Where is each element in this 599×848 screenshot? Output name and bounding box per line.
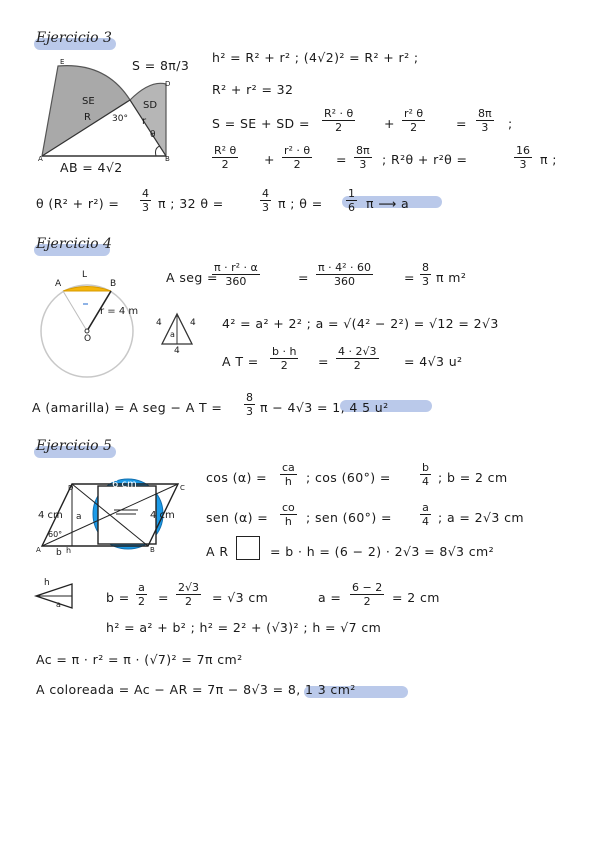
ex5-b-frac-1: $\frac{a}{2}$ [138,581,145,608]
ex5-sen-mid: ; sen (60°) = [306,510,392,525]
ex4-at-end: = 4√3 u² [404,354,463,369]
ex5-ar-label: A R [206,544,229,559]
ex3-line-4-frac-1: $\frac{\text{R² θ}}{2}$ [214,144,237,171]
ex3-line-3-eq: = [456,116,467,131]
ex3-line-3-plus: + [384,116,395,131]
ex4-aseg-frac-3: $\frac{8}{3}$ [422,261,429,288]
ex3-line-3-frac-3: $\frac{8\pi}{3}$ [478,107,492,134]
ex3-line-4-frac-4: $\frac{16}{3}$ [516,144,530,171]
ex3-label-r-big: R [84,112,91,123]
ex5-b-label: b = [106,590,130,605]
ex4-aseg-eq-2: = [404,270,415,285]
ex3-line-4-end: π ; [540,152,557,167]
ex5-point-a: A [36,546,41,554]
ex3-point-a: A [38,155,43,163]
ex3-line-3-end: ; [508,116,513,131]
ex5-angle-label: 60° [48,530,63,539]
ex5-ar-box [236,536,260,560]
ex5-sen-frac-1: $\frac{co}{h}$ [282,501,295,528]
ex3-figure [36,60,176,170]
ex3-line-5-frac-3: $\frac{1}{6}$ [348,187,355,214]
ex5-bottom-label: 6 cm [98,547,123,558]
ex5-sen-end: ; a = 2√3 cm [438,510,524,525]
ex5-h-line: h² = a² + b² ; h² = 2² + (√3)² ; h = √7 cm [106,620,382,635]
ex3-point-e: E [60,58,65,66]
ex3-line-2: R² + r² = 32 [212,82,294,97]
ex4-tri-height: a [170,330,175,339]
ex5-ac-line: Ac = π · r² = π · (√7)² = 7π cm² [36,652,243,667]
ex3-line-4-frac-3: $\frac{8\pi}{3}$ [356,144,370,171]
ex4-aseg-frac-1: $\frac{\text{π · r² · α}}{360}$ [214,261,258,288]
ex3-line-3-frac-2: $\frac{\text{r² θ}}{2}$ [404,107,424,134]
ex5-cos-frac-2: $\frac{b}{4}$ [422,461,429,488]
ex5-tri-h: h [44,578,50,588]
ex3-line-4-frac-2: $\frac{\text{r² · θ}}{2}$ [284,144,311,171]
ex4-aseg-eq: = [298,270,309,285]
ex3-line-3-frac-1: $\frac{\text{R² · θ}}{2}$ [324,107,354,134]
ex3-line-4-plus: + [264,152,275,167]
ex4-at-eq: = [318,354,329,369]
ex5-tri-a: a [56,600,61,609]
ex5-b-frac-2: $\frac{2√3}{2}$ [178,581,200,608]
ex5-cos-mid: ; cos (60°) = [306,470,391,485]
ex3-total-area: S = 8π/3 [132,58,190,73]
ex5-cos-frac-1: $\frac{ca}{h}$ [282,461,295,488]
ex5-b-eq: = [158,590,169,605]
ex3-heading: Ejercicio 3 [36,30,112,46]
ex3-line-3-lhs: S = SE + SD = [212,116,310,131]
ex4-at-label: A T = [222,354,259,369]
ex4-tri-side-left: 4 [156,318,162,328]
ex5-b-end: = √3 cm [212,590,269,605]
ex5-cos-end: ; b = 2 cm [438,470,508,485]
ex4-tri-side-bottom: 4 [174,346,180,356]
ex5-right-label: 4 cm [150,510,175,521]
ex5-label-h: h [66,546,72,555]
ex5-point-c: C [180,484,185,492]
ex4-triangle-figure [160,312,194,346]
ex4-final-frac: $\frac{8}{3}$ [246,391,253,418]
ex5-top-label: 6 cm [112,479,137,490]
ex5-a-end: = 2 cm [392,590,440,605]
ex4-final-lhs: A (amarilla) = A seg − A T = [32,400,223,415]
ex3-point-b: B [165,155,170,163]
ex4-pythagoras: 4² = a² + 2² ; a = √(4² − 2²) = √12 = 2√3 [222,316,499,331]
ex3-label-angle: 30° [112,114,128,124]
ex4-aseg-end: π m² [436,270,467,285]
ex4-point-a: A [55,279,62,289]
ex4-tri-side-right: 4 [190,318,196,328]
ex5-final-line: A coloreada = Ac − AR = 7π − 8√3 = 8, 1 3 cm² [36,682,356,697]
ex4-center-label: O [84,334,92,344]
ex3-line-5-mid-1: π ; 32 θ = [158,196,224,211]
ex5-left-label: 4 cm [38,510,63,521]
ex3-line-5-frac-1: $\frac{4}{3}$ [142,187,149,214]
ex4-radius-label: r = 4 m [100,306,139,317]
ex4-at-frac-2: $\frac{4 \cdot 2√3}{2}$ [338,345,377,372]
ex3-line-4-mid: ; R²θ + r²θ = [382,152,468,167]
ex5-small-triangle [32,580,78,614]
ex3-label-theta: θ [150,130,156,140]
ex5-a-frac: $\frac{6 - 2}{2}$ [352,581,383,608]
ex5-cos-label: cos (α) = [206,470,268,485]
ex4-point-b: B [110,279,117,289]
ex5-a-label: a = [318,590,342,605]
ex3-answer: π ⟶ a [366,196,410,211]
ex5-sen-label: sen (α) = [206,510,269,525]
ex3-label-se: SE [82,96,95,107]
ex4-circle-figure [40,274,144,378]
ex3-label-sd: SD [143,100,158,111]
ex5-label-b: b [56,548,62,558]
ex3-line-5-frac-2: $\frac{4}{3}$ [262,187,269,214]
ex3-line-5-lhs: θ (R² + r²) = [36,196,120,211]
ex3-point-d: D [165,80,171,88]
ex4-at-frac-1: $\frac{b \cdot h}{2}$ [272,345,297,372]
ex3-base-label: AB = 4√2 [60,160,123,175]
ex3-label-r-small: r [142,116,147,127]
ex3-line-4-eq: = [336,152,347,167]
ex5-point-b: B [150,546,155,554]
ex4-aseg-frac-2: $\frac{\text{π · 4² · 60}}{360}$ [318,261,372,288]
ex3-line-1: h² = R² + r² ; (4√2)² = R² + r² ; [212,50,419,65]
ex5-ar-formula: = b · h = (6 − 2) · 2√3 = 8√3 cm² [270,544,495,559]
ex5-point-d: D [68,484,74,492]
ex3-line-5-mid-2: π ; θ = [278,196,323,211]
ex4-heading: Ejercicio 4 [36,236,112,252]
ex4-aseg-label: A seg = [166,270,218,285]
ex5-sen-frac-2: $\frac{a}{4}$ [422,501,429,528]
ex4-arc-label: L [82,270,88,280]
ex5-label-a: a [76,512,82,522]
ex5-heading: Ejercicio 5 [36,438,112,454]
ex4-final-rhs: π − 4√3 = 1, 4 5 u² [260,400,389,415]
